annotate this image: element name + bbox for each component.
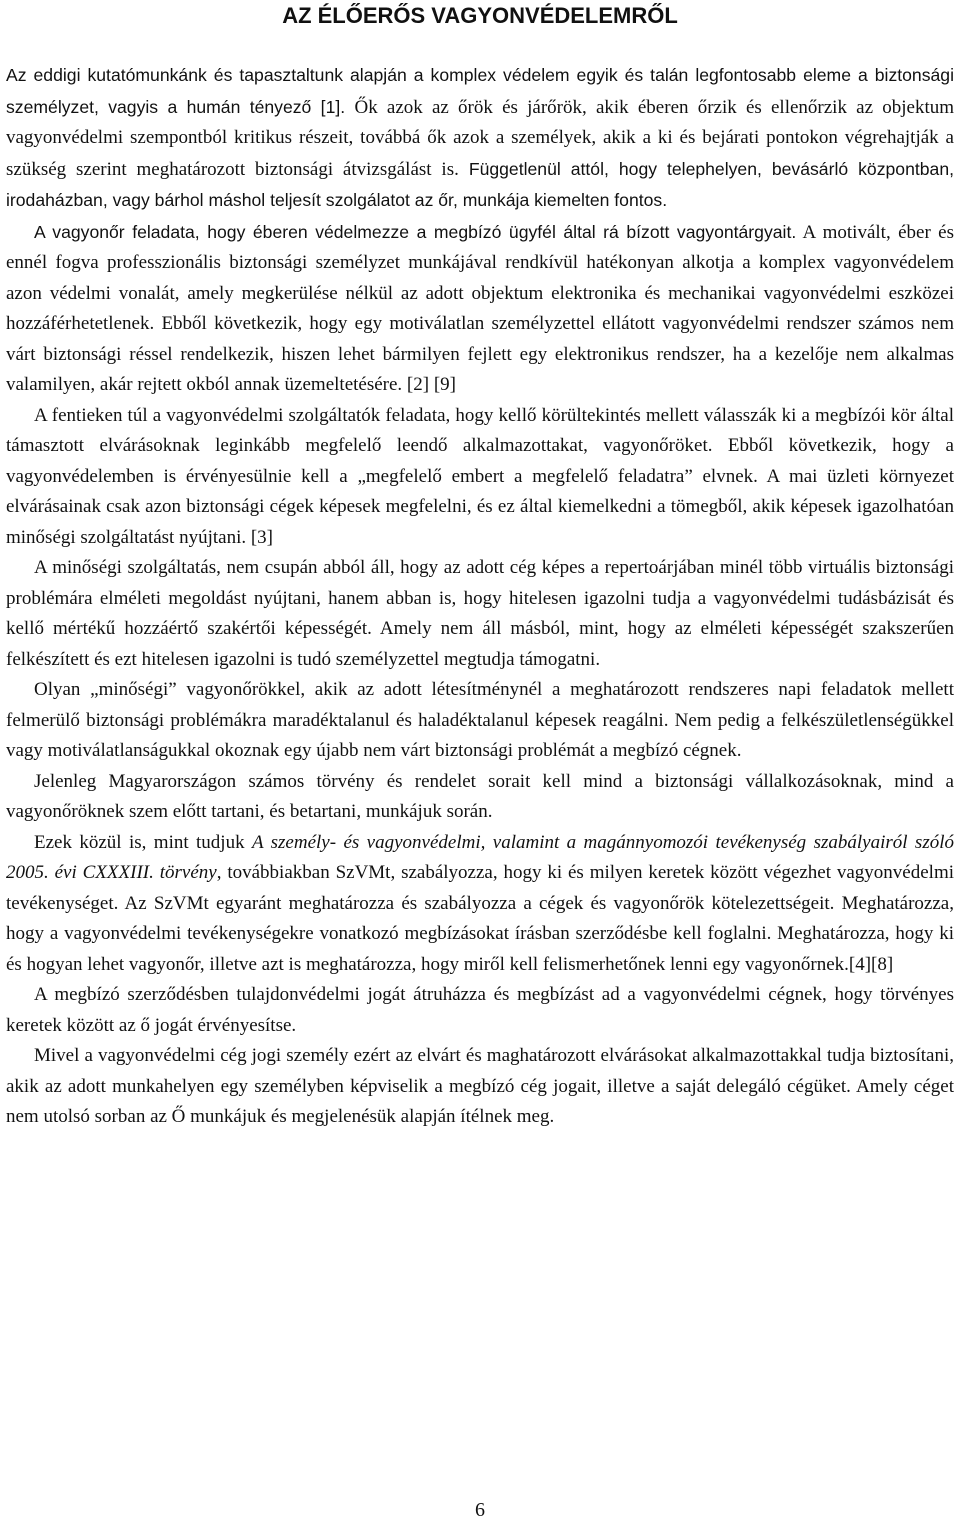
body-text — [6, 60, 954, 1133]
paragraph-3: A fentieken túl a vagyonvédelmi szolgáltatók feladata, hogy kellő körültekintés mellett válasszák ki a megbízói kör által támasztott elvárásoknak leginkább megfelelő leendő alkalmazottakat, vagyonőröket. Ebből következik, hogy a vagyonvédelemben is érvényesülnie kell a „megfelelő embert a megfelelő feladatra” elvnek. A mai üzleti környezet elvárásainak csak azon biztonsági cégek képesek megfelelni, és ez által kiemelkedni a tömegből, akik képesek igazolhatóan minőségi szolgáltatást nyújtani. [3] — [6, 404, 954, 548]
paragraph-6: Jelenleg Magyarországon számos törvény és rendelet sorait kell mind a biztonsági vállalkozásoknak, mind a vagyonőröknek szem előtt tartani, és betartani, munkájuk során. — [6, 770, 954, 822]
paragraph-2-body: A motivált, éber és ennél fogva professzionális biztonsági személyzet munkájával rendkívül hatékonyan alkotja a komplex vagyonvédelem azon védelmi vonalát, amely megkerülése nélkül az adott objektum elektronika és mechanikai vagyonvédelmi eszközei hozzáférhetetlenek. Ebből következik, hogy egy motiválatlan személyzettel ellátott vagyonvédelmi rendszer számos nem várt biztonsági réssel rendelkezik, hiszen lehet bármilyen fejlett egy elektronikus rendszer, ha a kezelője nem alkalmas valamilyen, akár rejtett okból annak üzemeltetésére. [2] [9] — [6, 221, 954, 395]
paragraph-9: Mivel a vagyonvédelmi cég jogi személy ezért az elvárt és maghatározott elvárásokat alkalmazottakkal tudja biztosítani, akik az adott munkahelyen egy személyben képviselik a megbízó cég jogait, illetve a saját delegáló cégüket. Amely céget nem utolsó sorban az Ő munkájuk és megjelenésük alapján ítélnek meg. — [6, 1045, 954, 1127]
paragraph-7 — [6, 828, 954, 981]
paragraph-4: A minőségi szolgáltatás, nem csupán abból áll, hogy az adott cég képes a repertoárjában minél több virtuális biztonsági problémára elméleti megoldást nyújtani, hanem abban is, hogy hitelesen igazolni tudja a vagyonvédelmi tudásbázisát és kellő mértékű hozzáértő szakértői képességét. Amely nem áll másból, mint, hogy az elméleti képességét szakszerűen felkészített és ezt hitelesen igazolni is tudó személyzettel megtudja támogatni. — [6, 557, 954, 670]
page-number: 6 — [475, 1499, 485, 1521]
paragraph-1 — [6, 60, 954, 217]
paragraph-1-importance: Függetlenül attól, hogy telephelyen, bevásárló központban, irodaházban, vagy bárhol máshol teljesít szolgálatot az őr, munkája kiemelten fontos. — [6, 158, 954, 210]
paragraph-1-guards: Ők azok az őrök és járőrök, akik éberen őrzik és ellenőrzik az objektum vagyonvédelmi szempontból kritikus részeit, továbbá ők azok a személyek, akik a ki és bejárati pontokon végrehajtják a szükség szerint meghatározott biztonsági átvizsgálást is. — [6, 96, 955, 180]
paragraph-7-intro: Ezek közül is, mint tudjuk — [34, 831, 252, 853]
paragraph-1-intro: Az eddigi kutatómunkánk és tapasztaltunk alapján a komplex védelem egyik és talán legfontosabb eleme a biztonsági személyzet, vagyis a humán tényező [1]. — [6, 65, 954, 117]
law-title: A személy- és vagyonvédelmi, valamint a magánnyomozói tevékenység szabályairól szóló 2005. évi CXXXIII. törvény — [6, 831, 954, 883]
paragraph-2-task: A vagyonőr feladata, hogy éberen védelmezze a megbízó ügyfél által rá bízott vagyontárgyait. — [34, 221, 797, 242]
paragraph-8: A megbízó szerződésben tulajdonvédelmi jogát átruházza és megbízást ad a vagyonvédelmi cégnek, hogy törvényes keretek között az ő jogát érvényesítse. — [6, 984, 954, 1036]
paragraph-5: Olyan „minőségi” vagyonőrökkel, akik az adott létesítménynél a meghatározott rendszeres napi feladatok mellett felmerülő biztonsági problémákra maradéktalanul és haladéktalanul képesek reagálni. Nem pedig a felkészületlenségükkel vagy motiválatlanságukkal okoznak egy újabb nem várt biztonsági problémát a megbízó cégnek. — [6, 679, 954, 761]
paragraph-7-body: , továbbiakban SzVMt, szabályozza, hogy ki és milyen keretek között végezhet vagyonvédelmi tevékenységet. Az SzVMt egyaránt meghatározza és szabályozza a cégek és vagyonőrök kötelezettségeit. Meghatározza, hogy a vagyonvédelmi tevékenységekre vonatkozó megbízásokat írásban szerződésbe kell foglalni. Meghatározza, hogy ki és hogyan lehet vagyonőr, illetve azt is meghatározza, hogy miről kell felismerhetőnek lenni egy vagyonőrnek.[4][8] — [6, 862, 954, 975]
paragraph-2 — [6, 217, 954, 401]
page-title: AZ ÉLŐERŐS VAGYONVÉDELEMRŐL — [282, 3, 678, 28]
